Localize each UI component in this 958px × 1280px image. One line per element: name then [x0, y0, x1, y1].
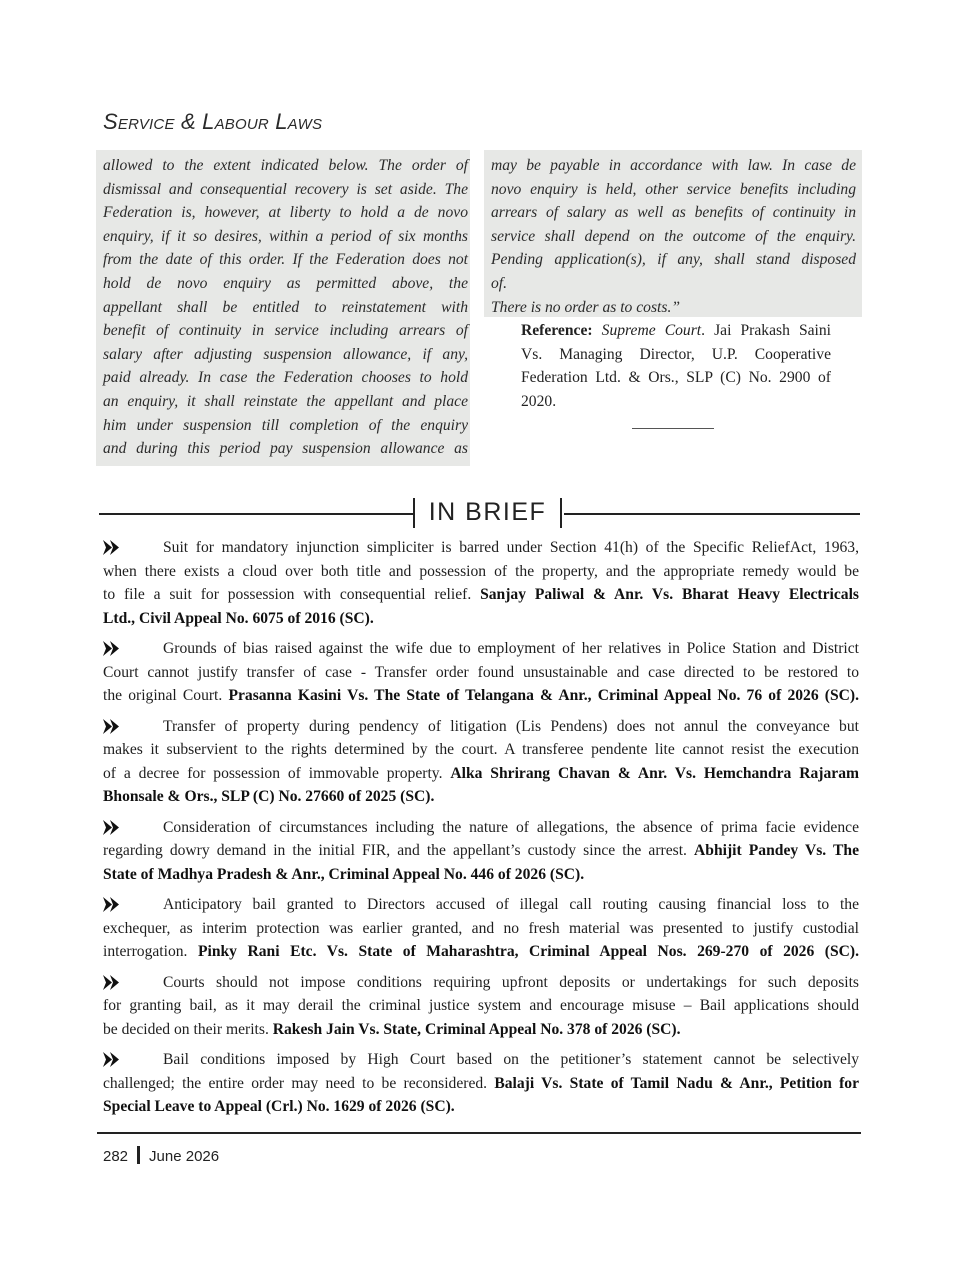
case-citation: Pinky Rani Etc. Vs. State of Maharashtra, Criminal Appeal Nos. 269-270 of 2026 (SC). — [197, 943, 860, 960]
double-arrow-icon — [103, 719, 121, 734]
issue-date: June 2026 — [149, 1148, 220, 1165]
reference-line: 2020. — [521, 392, 557, 410]
brief-text: Bail conditions imposed by High Court based on the petitioner’s statement cannot be selectively — [163, 1051, 859, 1068]
double-arrow-icon — [103, 897, 121, 912]
footer — [103, 1146, 219, 1165]
brief-item — [103, 816, 859, 887]
double-arrow-icon — [103, 641, 121, 656]
quote-line: dismissal and consequential recovery is set aside. The — [103, 180, 468, 198]
reference-label: Reference: — [521, 322, 593, 339]
brief-item — [103, 536, 859, 630]
case-citation: State of Madhya Pradesh & Anr., Criminal Appeal No. 446 of 2026 (SC). — [103, 865, 585, 883]
brief-text: challenged; the entire order may need to be reconsidered. Balaji Vs. State of Tamil Nadu & Anr., Petition for — [103, 1074, 860, 1092]
reference-court: Supreme Court — [601, 322, 702, 339]
brief-text: exchequer, as interim protection was earlier granted, and no fresh material was presented to justify custodial — [103, 919, 859, 937]
brief-text — [103, 785, 859, 809]
quote-line: There is no order as to costs.” — [491, 298, 681, 316]
reference-line — [521, 319, 831, 343]
brief-text: interrogation. Pinky Rani Etc. Vs. State of Maharashtra, Criminal Appeal Nos. 269-270 of 2026 (SC). — [103, 943, 860, 960]
case-citation: Rakesh Jain Vs. State, Criminal Appeal No. 378 of 2026 (SC). — [272, 1020, 681, 1038]
brief-text: Courts should not impose conditions requiring upfront deposits or undertakings for such deposits — [163, 973, 859, 991]
in-brief-header — [99, 496, 860, 530]
header-bar-right — [560, 498, 562, 528]
quote-line: allowed to the extent indicated below. The order of — [103, 157, 468, 174]
double-arrow-icon — [103, 1052, 121, 1067]
quote-box-left — [96, 150, 470, 466]
section-title: Service & Labour Laws — [103, 109, 323, 134]
brief-text: to file a suit for possession with consequential relief. Sanjay Paliwal & Anr. Vs. Bharat Heavy Electricals — [103, 586, 860, 603]
in-brief-title: IN BRIEF — [428, 498, 547, 526]
brief-text: of a decree for possession of immovable property. Alka Shrirang Chavan & Anr. Vs. Hemchandra Rajaram — [103, 764, 859, 782]
quote-line: may be payable in accordance with law. In case de — [491, 157, 856, 174]
case-citation: Alka Shrirang Chavan & Anr. Vs. Hemchandra Rajaram — [450, 764, 859, 782]
brief-text: regarding dowry demand in the initial FIR, and the appellant’s custody since the arrest. Abhijit Pandey Vs. The — [103, 842, 859, 859]
brief-text: Consideration of circumstances including the nature of allegations, the absence of prima facie evidence — [163, 818, 859, 836]
brief-text: be decided on their merits. Rakesh Jain Vs. State, Criminal Appeal No. 378 of 2026 (SC). — [103, 1020, 681, 1038]
quote-box-right — [484, 150, 862, 317]
header-rule-right — [564, 513, 860, 515]
brief-text: for granting bail, as it may derail the criminal justice system and encourage misuse – Bail applications should — [103, 997, 859, 1014]
brief-text: Suit for mandatory injunction simpliciter is barred under Section 41(h) of the Specific ReliefAct, 1963, — [163, 539, 859, 556]
brief-text — [103, 863, 859, 887]
brief-text — [103, 1095, 859, 1119]
quote-line: service shall depend on the outcome of the enquiry. — [491, 227, 856, 245]
brief-text: Court cannot justify transfer of case - Transfer order found unsustainable and case directed to be restored to — [103, 663, 859, 681]
brief-item — [103, 893, 859, 964]
quote-line: Federation is, however, at liberty to hold a de novo — [103, 204, 468, 222]
footer-separator — [137, 1146, 140, 1164]
brief-item — [103, 637, 859, 708]
quote-line: arrears of salary as well as benefits of continuity in — [491, 204, 856, 222]
in-brief-list — [103, 536, 859, 1126]
brief-text: the original Court. Prasanna Kasini Vs. The State of Telangana & Anr., Criminal Appeal No. 76 of 2026 (SC). — [103, 687, 860, 704]
reference-line: Federation Ltd. & Ors., SLP (C) No. 2900 of — [521, 369, 831, 386]
reference-case: . Jai Prakash Saini — [701, 322, 832, 339]
reference-block — [521, 319, 831, 413]
quote-line: hold de novo enquiry as permitted above, the — [103, 274, 468, 292]
brief-text: Grounds of bias raised against the wife due to employment of her relatives in Police Station and District — [163, 640, 859, 657]
double-arrow-icon — [103, 820, 121, 835]
brief-text: when there exists a cloud over both title and possession of the property, and the appropriate remedy would be — [103, 562, 859, 580]
quote-line: appellant shall be entitled to reinstatement with — [103, 298, 468, 316]
quote-line: benefit of continuity in service including arrears of — [103, 322, 468, 340]
separator-rule — [632, 428, 714, 429]
reference-line: Vs. Managing Director, U.P. Cooperative — [521, 345, 831, 363]
quote-line: paid already. In case the Federation chooses to hold — [103, 369, 468, 387]
case-citation: Prasanna Kasini Vs. The State of Telangana & Anr., Criminal Appeal No. 76 of 2026 (SC). — [228, 687, 860, 704]
quote-line: salary after adjusting suspension allowance, if any, — [103, 345, 468, 363]
quote-line: enquiry, if it so desires, within a period of six months — [103, 227, 468, 245]
case-citation: Sanjay Paliwal & Anr. Vs. Bharat Heavy Electricals — [480, 586, 860, 603]
brief-item — [103, 971, 859, 1042]
brief-text: Transfer of property during pendency of litigation (Lis Pendens) does not annul the conveyance but — [163, 717, 859, 735]
brief-item — [103, 1048, 859, 1119]
case-citation: Ltd., Civil Appeal No. 6075 of 2016 (SC). — [103, 609, 374, 627]
quote-line: him under suspension till completion of the enquiry — [103, 416, 468, 434]
brief-text: makes it subservient to the rights determined by the court. A transferee pendente lite cannot resist the execution — [103, 741, 859, 758]
double-arrow-icon — [103, 540, 121, 555]
brief-item — [103, 715, 859, 809]
quote-line: Pending application(s), if any, shall stand disposed — [491, 251, 856, 269]
quote-line: novo enquiry is held, other service benefits including — [491, 180, 856, 198]
quote-line: an enquiry, it shall reinstate the appellant and place — [103, 392, 468, 410]
brief-text: Anticipatory bail granted to Directors accused of illegal call routing causing financial loss to the — [163, 896, 859, 913]
page-number: 282 — [103, 1148, 129, 1165]
quote-line: and during this period pay suspension allowance as — [103, 440, 468, 458]
footer-rule — [97, 1132, 861, 1134]
case-citation: Special Leave to Appeal (Crl.) No. 1629 of 2026 (SC). — [103, 1098, 455, 1115]
case-citation: Bhonsale & Ors., SLP (C) No. 27660 of 2025 (SC). — [103, 788, 435, 805]
case-citation: Balaji Vs. State of Tamil Nadu & Anr., Petition for — [494, 1074, 860, 1092]
case-citation: Abhijit Pandey Vs. The — [694, 842, 859, 859]
brief-text — [103, 607, 859, 631]
header-rule-left — [99, 513, 413, 515]
quote-line: of. — [491, 274, 508, 292]
quote-line: from the date of this order. If the Federation does not — [103, 251, 468, 269]
double-arrow-icon — [103, 975, 121, 990]
